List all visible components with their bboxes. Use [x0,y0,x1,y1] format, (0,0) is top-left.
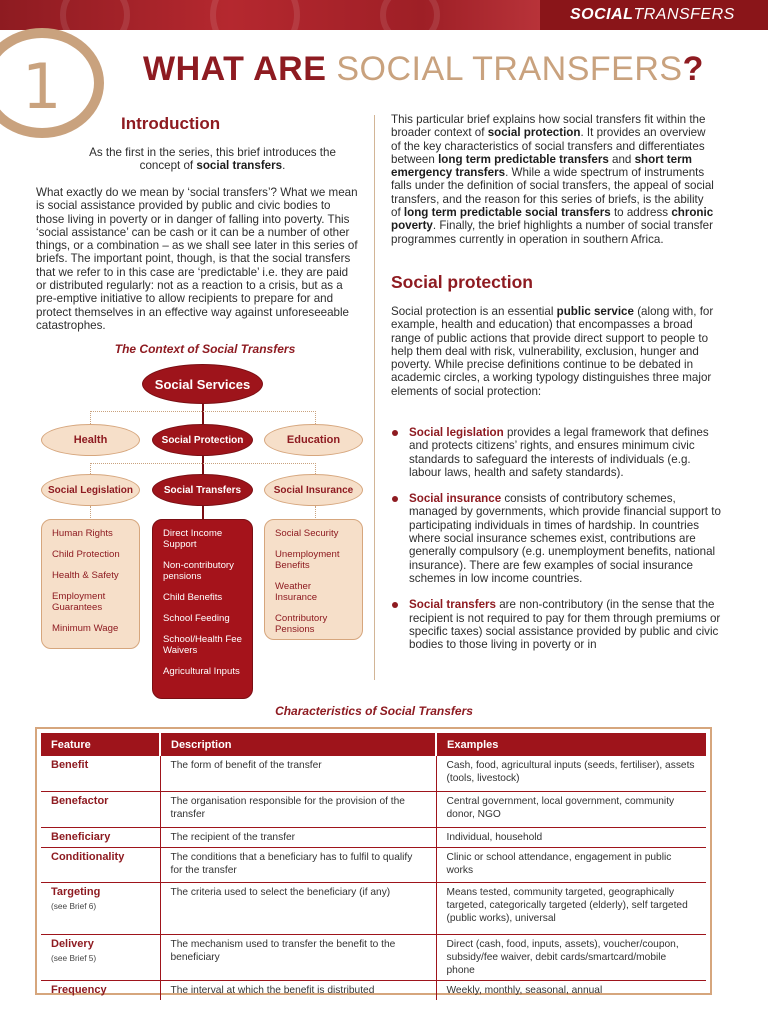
list-item: School Feeding [163,613,230,624]
list-item: School/Health Fee Waivers [163,634,242,656]
list-item: Contributory Pensions [275,613,328,635]
decorative-swirl [380,0,440,30]
column-header: Feature [41,733,160,756]
list-item: Unemployment Benefits [275,549,340,571]
list-item: Health & Safety [52,570,119,581]
table-row [41,791,706,827]
feature-cell: Targeting (see Brief 6) [41,882,160,934]
examples-cell: Means tested, community targeted, geographically targeted, categorically targeted (elderly), self targeted (public works), universal [436,882,706,934]
overview-paragraph: This particular brief explains how social transfers fit within the broader context of social protection. It provides an overview of the key characteristics of social transfers and differentiates between long term predictable transfers and short term emergency transfers. While a wide spectrum of instruments falls under the definition of social transfers, the appeal of social transfers, and the reason for this series of briefs, is the ability of long term predictable social transfers to address chronic poverty. Finally, the brief highlights a number of social transfer programmes currently in operation in southern Africa. [391,113,714,246]
table-row [41,847,706,882]
transfers-list [152,519,253,699]
feature-cell: Benefit [41,756,160,791]
list-item: Human Rights [52,528,113,539]
list-item: Non-contributory pensions [163,560,234,582]
table-row [41,756,706,791]
brief-reference: (see Brief 6) [51,900,97,911]
table-row [41,934,706,980]
decorative-swirl [60,0,130,30]
list-item: Social Security [275,528,339,539]
column-header: Examples [436,733,706,756]
node-social-protection: Social Protection [152,424,253,456]
connector [202,404,204,424]
decorative-swirl [210,0,300,30]
list-item: Weather Insurance [275,581,318,603]
table-row [41,882,706,934]
elements-list [391,426,721,664]
node-social-services: Social Services [142,364,263,404]
table-row [41,827,706,847]
description-cell: The organisation responsible for the provision of the transfer [160,791,436,827]
feature-cell: Benefactor [41,791,160,827]
description-cell: The interval at which the benefit is distributed [160,980,436,1000]
feature-cell: Frequency [41,980,160,1000]
list-item: Social legislation provides a legal framework that defines and protects citizens’ rights, and ensures minimum civic standards to safeguard the interests of individuals (e.g. labour laws, health and safety standards). [391,426,721,479]
description-cell: The form of benefit of the transfer [160,756,436,791]
node-health: Health [41,424,140,456]
brief-number: 1 [22,50,62,123]
list-item: Agricultural Inputs [163,666,240,677]
node-social-legislation: Social Legislation [41,474,140,506]
legislation-list [41,519,140,649]
dotted-connector [90,506,91,520]
node-social-transfers: Social Transfers [152,474,253,506]
column-divider [374,115,375,680]
brief-reference: (see Brief 5) [51,952,97,963]
list-item: Social transfers are non-contributory (in the sense that the recipient is not required to pay for them through premiums or specific taxes) social assistance provided by public and civic bodies to those living in poverty or in [391,598,721,651]
feature-cell: Beneficiary [41,827,160,847]
node-education: Education [264,424,363,456]
table-row [41,980,706,1000]
feature-cell: Delivery (see Brief 5) [41,934,160,980]
description-cell: The mechanism used to transfer the benefit to the beneficiary [160,934,436,980]
examples-cell: Clinic or school attendance, engagement in public works [436,847,706,882]
examples-cell: Cash, food, agricultural inputs (seeds, fertiliser), assets (tools, livestock) [436,756,706,791]
node-social-insurance: Social Insurance [264,474,363,506]
list-item: Minimum Wage [52,623,119,634]
examples-cell: Individual, household [436,827,706,847]
list-item: Child Benefits [163,592,223,603]
intro-body: What exactly do we mean by ‘social transfers’? What we mean is social assistance provided by public and civic bodies to those living in poverty or in danger of falling into poverty. This ‘social assistance’ can be cash or it can be a number of other things, or a combination – as we shall see later in this series of briefs. The important point, though, is that the social transfers that we refer to in this case are ‘predictable’ i.e. they are paid or distributed regularly: not as a reaction to a crisis, but as a pre-emptive initiative to allow recipients to prepare for and protect themselves in an effective way against unforeseeable catastrophes. [36,186,358,332]
connector [202,456,204,474]
dotted-connector [90,411,91,424]
description-cell: The conditions that a beneficiary has to fulfil to qualify for the transfer [160,847,436,882]
table-header-row [41,733,706,756]
column-header: Description [160,733,436,756]
intro-lead: As the first in the series, this brief introduces the concept of social transfers. [89,146,336,173]
connector [202,506,204,520]
dotted-connector [90,411,316,412]
intro-heading: Introduction [121,114,221,133]
dotted-connector [90,463,316,464]
diagram-title: The Context of Social Transfers [114,342,296,356]
table-title: Characteristics of Social Transfers [275,704,473,718]
feature-cell: Conditionality [41,847,160,882]
list-item: Employment Guarantees [52,591,106,613]
series-label: SOCIALTRANSFERS [540,0,768,30]
examples-cell: Weekly, monthly, seasonal, annual [446,984,603,996]
social-protection-paragraph: Social protection is an essential public service (along with, for example, health and education) that encompasses a broad range of public actions that provide direct support to people to help them deal with risk, vulnerability, exclusion, hunger and poverty. While precise definitions continue to be debated in academic circles, a working typology distinguishes three major elements of social protection: [391,305,714,398]
social-protection-heading: Social protection [391,272,533,292]
dotted-connector [90,463,91,474]
examples-cell: Central government, local government, community donor, NGO [436,791,706,827]
list-item: Child Protection [52,549,120,560]
description-cell: The criteria used to select the beneficiary (if any) [160,882,436,934]
list-item: Direct Income Support [163,528,223,550]
dotted-connector [315,411,316,424]
characteristics-table [35,727,712,995]
description-cell: The recipient of the transfer [160,827,436,847]
page-title: WHAT ARE SOCIAL TRANSFERS? [143,50,704,88]
insurance-list [264,519,363,640]
examples-cell: Direct (cash, food, inputs, assets), voucher/coupon, subsidy/fee waiver, debit cards/smartcard/mobile phone [436,934,706,980]
dotted-connector [315,463,316,474]
list-item: Social insurance consists of contributory schemes, managed by governments, which provide financial support to participating individuals in times of hardship. In countries where social insurance schemes exist, contributions are generally compulsory (e.g. unemployment benefits, national insurance). There are few examples of social insurance schemes in low income countries. [391,492,721,585]
dotted-connector [315,506,316,520]
